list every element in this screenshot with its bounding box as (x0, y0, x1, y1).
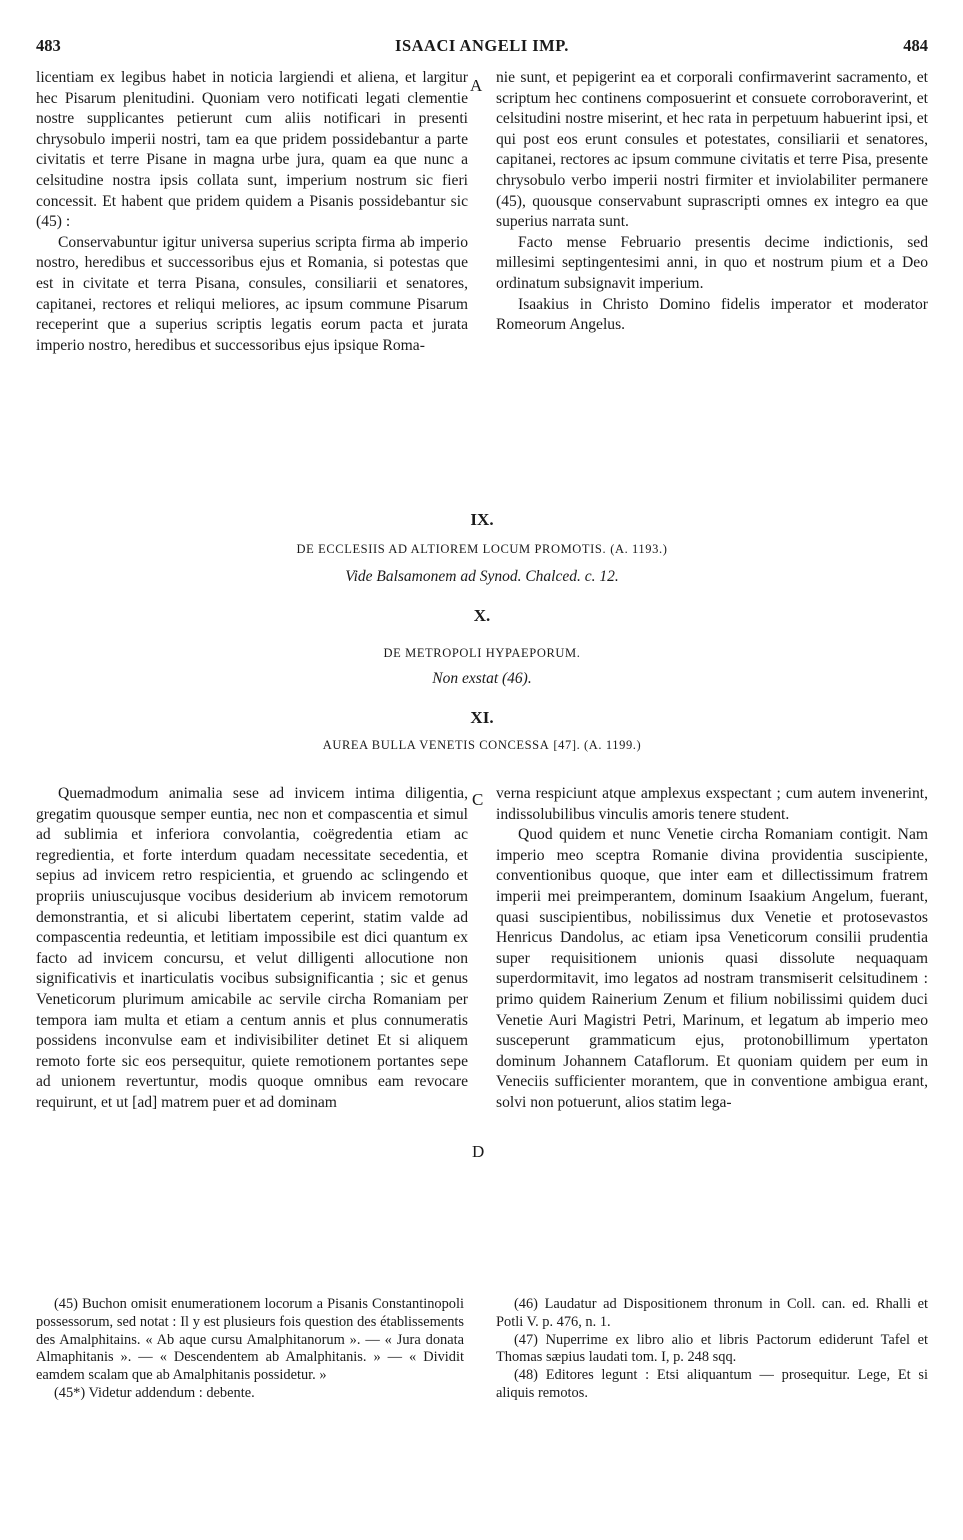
running-header (36, 36, 928, 60)
running-title: ISAACI ANGELI IMP. (395, 36, 569, 55)
paragraph: Facto mense Februario presentis decime indictionis, sed millesimi septingentesimi anni, in quo et nostrum pium et a Deo ordinatum subsignavit imperium. (496, 233, 928, 292)
paragraph: Isaakius in Christo Domino fidelis imperator et moderator Romeorum Angelus. (496, 295, 928, 334)
paragraph: Conservabuntur igitur universa superius scripta firma ab imperio nostro, heredibus et successoribus ejus et Romania, si potestas que est in civitate et terra Pisana, consules, consiliarii et senatores, capitanei, rectores et reliqui meliores, ac ipsum commune Pisarum receperint que a superius scriptis legatis eorum pacta et jurata imperio nostro, heredibus et successoribus ejus ipsique Roma- (36, 233, 468, 354)
section-title: DE METROPOLI HYPAEPORUM. (383, 646, 581, 660)
footnote: (48) Editores legunt : Etsi aliquantum — prosequitur. Lege, Et si aliquis remotos. (496, 1367, 928, 1401)
page-number-left: 483 (36, 36, 61, 55)
bottom-left-column (36, 784, 468, 1114)
column-marker-a: A (470, 76, 483, 95)
section-subtitle-x: Non exstat (46). (432, 670, 532, 687)
section-number-x: X. (473, 606, 491, 625)
footnote: (47) Nuperrime ex libro alio et libris Pactorum ediderunt Tafel et Thomas sæpius laudati tom. I, p. 248 sqq. (496, 1331, 928, 1366)
footnote: (45*) Videtur addendum : debente. (54, 1384, 255, 1401)
section-annotation: (A. 1193.) (610, 542, 668, 556)
paragraph: licentiam ex legibus habet in noticia largiendi et aliena, et largitur hec Pisarum plenitudini. Quoniam vero notificati legati clementie nostre supplicantes petierunt cum aliis notificari in presenti chrysobulo imperii nostri, tam ea que pridem possidebantur a parte civitatis et terre Pisane in magna urbe jura, quam ea que nunc a celsitudine nostra ipsis collata sunt, imperium nostrum sic fieri concessit. Et habent que pridem quidem a Pisanis possidebantur sic (45) : (36, 69, 468, 231)
section-heading-x (36, 644, 928, 662)
section-title: DE ECCLESIIS AD ALTIOREM LOCUM PROMOTIS. (296, 542, 607, 556)
top-left-column (36, 68, 468, 356)
section-heading-xi (36, 736, 928, 754)
section-number-xi: XI. (470, 708, 494, 727)
footnote: (45) Buchon omisit enumerationem locorum a Pisanis Constantinopoli possessorum, sed notat : Il y est plusieurs fois question des établissements des Amalphitains. « Ab aque cursu Amalphitanorum ». — « Jura donata Almaphitanis ». — « Descendentem ab Amalphitanis. » — « Dividit eamdem scalam que ab Amalphitanis possidetur. » (36, 1296, 464, 1384)
page-number-right: 484 (903, 36, 928, 55)
footnote: (46) Laudatur ad Dispositionem thronum in Coll. can. ed. Rhalli et Potli V. p. 476, n. 1. (496, 1296, 928, 1330)
section-subtitle-ix: Vide Balsamonem ad Synod. Chalced. c. 12. (345, 568, 619, 585)
paragraph: verna respiciunt atque amplexus exspectant ; cum autem invenerint, indissolubilibus vinculis amoris tenere student. (496, 785, 928, 823)
column-marker-d: D (472, 1142, 485, 1161)
section-heading-ix (36, 540, 928, 558)
paragraph: Quod quidem et nunc Venetie circha Romaniam contigit. Nam imperio meo sceptra Romanie divina providentia suscipiente, conventionibus quoque, que inter eam et dillectissimum fratrem imperii mei preimperantem, dominum Isaakium Angelum, fuerant, quasi suscipientibus, nobilissimus dux Venetie et protosevastos Henricus Dandolus, ac etiam ipsa Veneticorum consilii prudentia super requisitionem unionis quasi dissolute nequaquam superdormitavit, imo legatos ad nostram transmiserit celsitudinem : primo quidem Rainerium Zenum et filium nobilissimi quidem duci Venetie Auri Magistri Petri, Marinum, et legatum ab imperio meo susceperunt grammaticum ejus, protonobillimum ypertaton dominum Johannem Cataflorum. Et quoniam quidem per eum in Veneciis sufficienter morantem, que in conventione ambigua erant, solvi non potuerunt, alios statim lega- (496, 826, 928, 1111)
paragraph: Quemadmodum animalia sese ad invicem intima diligentia, gregatim quousque semper euntia, nec non et compascentia et simul ad sublimia et inferiora convolantia, coëgredentia etiam ac regredientia, et forte interdum quadam necessitate secedentia, et sepius ad invicem retro respicientia, et gruendo ac sclingendo et propriis uniuscujusque vocibus desiderium ab invicem remotorum demonstrantia, et si alicubi libertatem ceperint, statim valde ad compascentia redeuntia, et letitiam impossibile est dici quantum ex facto ad invicem concursu, et velut dilligenti allocutione non significativis et inarticulatis vocibus subsignificantia ; sic et genus Veneticorum plurimum amicabile ac servile circha Romaniam per tempora iam multa et etiam a centum annis et plus connumeratis possidens inconvulse eam et indivisibiliter detinet Et si aliquem remoto forte sic eos persequitur, quiete remotionem portantes sepe ad unionem revertuntur, modis quoque omnibus eam revocare requirunt, et ut [ad] matrem puer et ad dominam (36, 785, 468, 1111)
section-annotation: [47]. (A. 1199.) (553, 738, 642, 752)
top-right-column (496, 68, 928, 336)
footnotes-left (36, 1296, 464, 1403)
footnotes-right (496, 1296, 928, 1403)
paragraph: nie sunt, et pepigerint ea et corporali confirmaverint sacramento, et scriptum hec continens composuerint et consuete corroboraverint, et celsitudini nostre miserint, et hec rata in perpetuum habuerint ipsi, et qui post eos erunt consules et potestates, consiliarii et senatores, capitanei, rectores ac ipsum commune civitatis et terre Pisa, presente chrysobulo verbo imperii nostri firmiter et inviolabiliter permanere (45), quousque conservabunt suprascripti omnes ex integro ea que superius narrata sunt. (496, 69, 928, 231)
section-title: AUREA BULLA VENETIS CONCESSA (322, 738, 550, 752)
section-number-ix: IX. (470, 510, 494, 529)
column-marker-c: C (472, 790, 484, 809)
bottom-right-column (496, 784, 928, 1114)
